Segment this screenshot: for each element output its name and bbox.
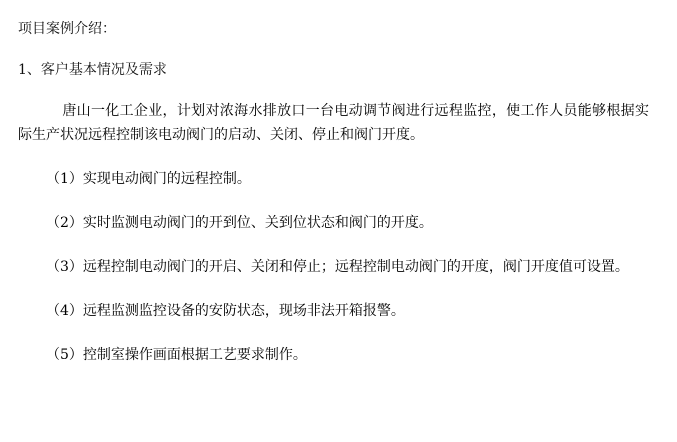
list-item xyxy=(18,211,649,235)
list-item-text: （2）实时监测电动阀门的开到位、关到位状态和阀门的开度。 xyxy=(46,215,433,231)
list-item xyxy=(18,255,649,279)
document-title xyxy=(18,18,649,38)
list-item xyxy=(18,299,649,323)
section-heading-text: 1、客户基本情况及需求 xyxy=(18,62,167,78)
intro-paragraph xyxy=(18,99,649,147)
list-item-text: （3）远程控制电动阀门的开启、关闭和停止；远程控制电动阀门的开度，阀门开度值可设置。 xyxy=(46,259,629,275)
document-title-text: 项目案例介绍： xyxy=(18,21,116,37)
list-item xyxy=(18,167,649,191)
intro-paragraph-text: 唐山一化工企业，计划对浓海水排放口一台电动调节阀进行远程监控，使工作人员能够根据实际生产状况远程控制该电动阀门的启动、关闭、停止和阀门开度。 xyxy=(18,103,649,143)
list-item-text: （1）实现电动阀门的远程控制。 xyxy=(46,171,251,187)
list-item xyxy=(18,343,649,367)
list-item-text: （5）控制室操作画面根据工艺要求制作。 xyxy=(46,347,307,363)
section-heading xyxy=(18,59,649,79)
list-item-text: （4）远程监测监控设备的安防状态，现场非法开箱报警。 xyxy=(46,303,405,319)
